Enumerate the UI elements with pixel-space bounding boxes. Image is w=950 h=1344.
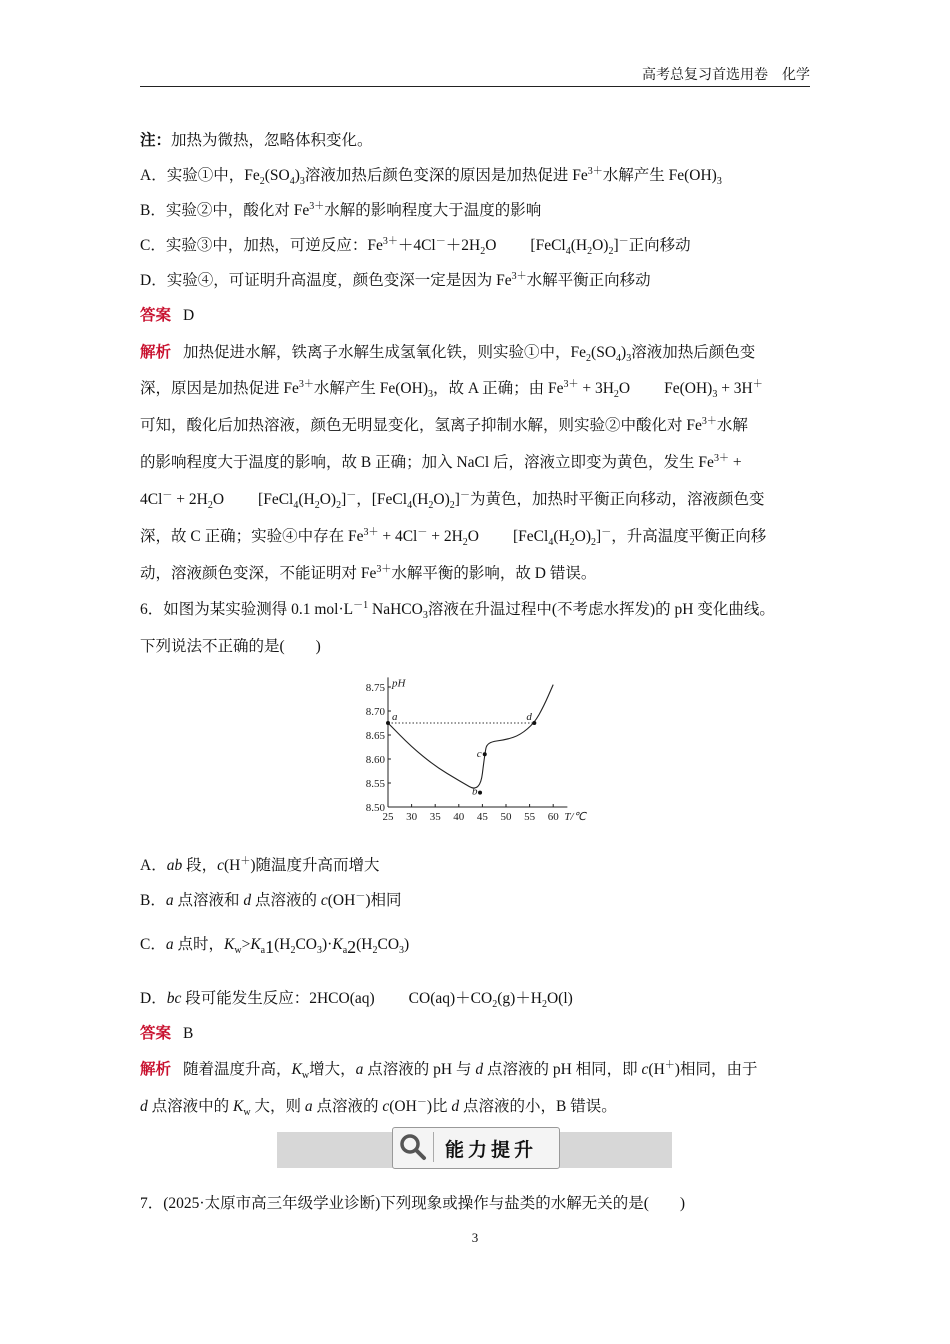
x-tick-label: 40 bbox=[453, 811, 465, 823]
point-label-c: c bbox=[476, 748, 482, 761]
q5-option-b: B．实验②中，酸化对 $Fe^{3+}$水解的影响程度大于温度的影响 bbox=[140, 200, 542, 219]
y-tick-label: 8.75 bbox=[365, 682, 385, 694]
q6-option-d: D．bc 段可能发生反应：2HCO(aq) $CO(aq)+CO_2(g)+H_2O(l)$ bbox=[140, 990, 573, 1011]
q6-answer: 答案 B bbox=[140, 1025, 194, 1042]
q6-option-b: B．a 点溶液和 d 点溶液的 c(OH－)相同 bbox=[140, 890, 402, 909]
q6-option-a: A．ab 段，c(H＋)随温度升高而增大 bbox=[140, 855, 380, 874]
ph-temperature-chart bbox=[358, 670, 598, 830]
y-tick-label: 8.65 bbox=[365, 730, 385, 742]
page-number: 3 bbox=[471, 1230, 479, 1245]
q5-analysis-line-5: $4Cl^- + 2H_2O$ $[FeCl_4(H_2O)_2]^-$，$[FeCl_4(H_2O)_2]^-$为黄色，加热时平衡正向移动，溶液颜色变 bbox=[140, 489, 765, 512]
page-header bbox=[140, 62, 810, 87]
q5-option-a: A．实验①中，$Fe_2(SO_4)_3$溶液加热后颜色变深的原因是加热促进 $Fe^{3+}$水解产生 $Fe(OH)_3$ bbox=[140, 165, 722, 188]
x-tick-label: 55 bbox=[524, 811, 536, 823]
q5-option-c: C．实验③中，加热，可逆反应：$Fe^{3+}+4Cl^-+2H_2O$ $[FeCl_4(H_2O)_2]^-$正向移动 bbox=[140, 235, 691, 258]
y-tick-label: 8.55 bbox=[365, 778, 385, 790]
point-b bbox=[478, 791, 482, 795]
q6-analysis-line-1: 解析 随着温度升高，$K_w$增大，a 点溶液的 pH 与 d 点溶液的 pH 相同，即 c(H＋)相同，由于 bbox=[140, 1059, 758, 1082]
section-banner bbox=[392, 1127, 560, 1169]
x-tick-label: 35 bbox=[429, 811, 441, 823]
x-tick-label: 25 bbox=[382, 811, 394, 823]
q6-option-c: C．a 点时，$K_w>K_a1(H_2CO_3)\cdot K_a2(H_2CO_3)$ bbox=[140, 936, 410, 957]
q5-answer: 答案 D bbox=[140, 307, 195, 324]
x-tick-label: 45 bbox=[476, 811, 488, 823]
point-label-b: b bbox=[472, 785, 478, 798]
q5-option-d: D．实验④，可证明升高温度，颜色变深一定是因为 $Fe^{3+}$水解平衡正向移动 bbox=[140, 270, 651, 289]
q5-analysis-line-3: 可知，酸化后加热溶液，颜色无明显变化，氢离子抑制水解，则实验②中酸化对 $Fe^{3+}$水解 bbox=[140, 415, 748, 434]
point-d bbox=[532, 721, 536, 725]
q6-analysis-line-2: d 点溶液中的 $K_w$ 大，则 a 点溶液的 c(OH－)比 d 点溶液的小，B 错误。 bbox=[140, 1096, 617, 1119]
x-tick-label: 30 bbox=[406, 811, 418, 823]
ph-curve bbox=[388, 685, 553, 788]
q7-stem: 7．(2025·太原市高三年级学业诊断)下列现象或操作与盐类的水解无关的是( ) bbox=[140, 1195, 686, 1212]
y-axis-label: pH bbox=[392, 677, 406, 690]
header-title: 高考总复习首选用卷 化学 bbox=[642, 68, 810, 83]
y-tick-label: 8.70 bbox=[365, 706, 385, 718]
q5-analysis-line-2: 深，原因是加热促进 $Fe^{3+}$水解产生 $Fe(OH)_3$，故 A 正确；由 $Fe^{3+} + 3H_2O$ $Fe(OH)_3 + 3H^+$ bbox=[140, 378, 763, 401]
point-label-a: a bbox=[392, 711, 398, 723]
q6-stem-line-1: 6．如图为某实验测得 0.1 $mol\cdot L^{-1}$ NaHCO$_3$溶液在升温过程中(不考虑水挥发)的 pH 变化曲线。 bbox=[140, 599, 775, 622]
point-label-d: d bbox=[526, 711, 532, 723]
q5-analysis-line-6: 深，故 C 正确；实验④中存在 $Fe^{3+} + 4Cl^- + 2H_2O$ $[FeCl_4(H_2O)_2]^-$，升高温度平衡正向移 bbox=[140, 526, 767, 549]
q5-analysis-line-7: 动，溶液颜色变深，不能证明对 $Fe^{3+}$水解平衡的影响，故 D 错误。 bbox=[140, 563, 597, 582]
point-a bbox=[386, 721, 390, 725]
magnifier-icon bbox=[399, 1133, 427, 1161]
section-banner-title: 能力提升 bbox=[445, 1139, 538, 1161]
x-tick-label: 50 bbox=[500, 811, 512, 823]
q5-analysis-line-4: 的影响程度大于温度的影响，故 B 正确；加入 NaCl 后，溶液立即变为黄色，发生 $Fe^{3+}$ + bbox=[140, 452, 742, 471]
y-tick-label: 8.60 bbox=[365, 754, 385, 766]
y-tick-label: 8.50 bbox=[365, 802, 385, 814]
point-c bbox=[483, 752, 487, 756]
note-line: 注：加热为微热，忽略体积变化。 bbox=[140, 132, 373, 149]
x-axis-label: T/℃ bbox=[564, 811, 586, 823]
q5-analysis-line-1: 解析 加热促进水解，铁离子水解生成氢氧化铁，则实验①中，$Fe_2(SO_4)_3$溶液加热后颜色变 bbox=[140, 344, 756, 365]
x-tick-label: 60 bbox=[547, 811, 559, 823]
q6-stem-line-2: 下列说法不正确的是( ) bbox=[140, 638, 321, 655]
